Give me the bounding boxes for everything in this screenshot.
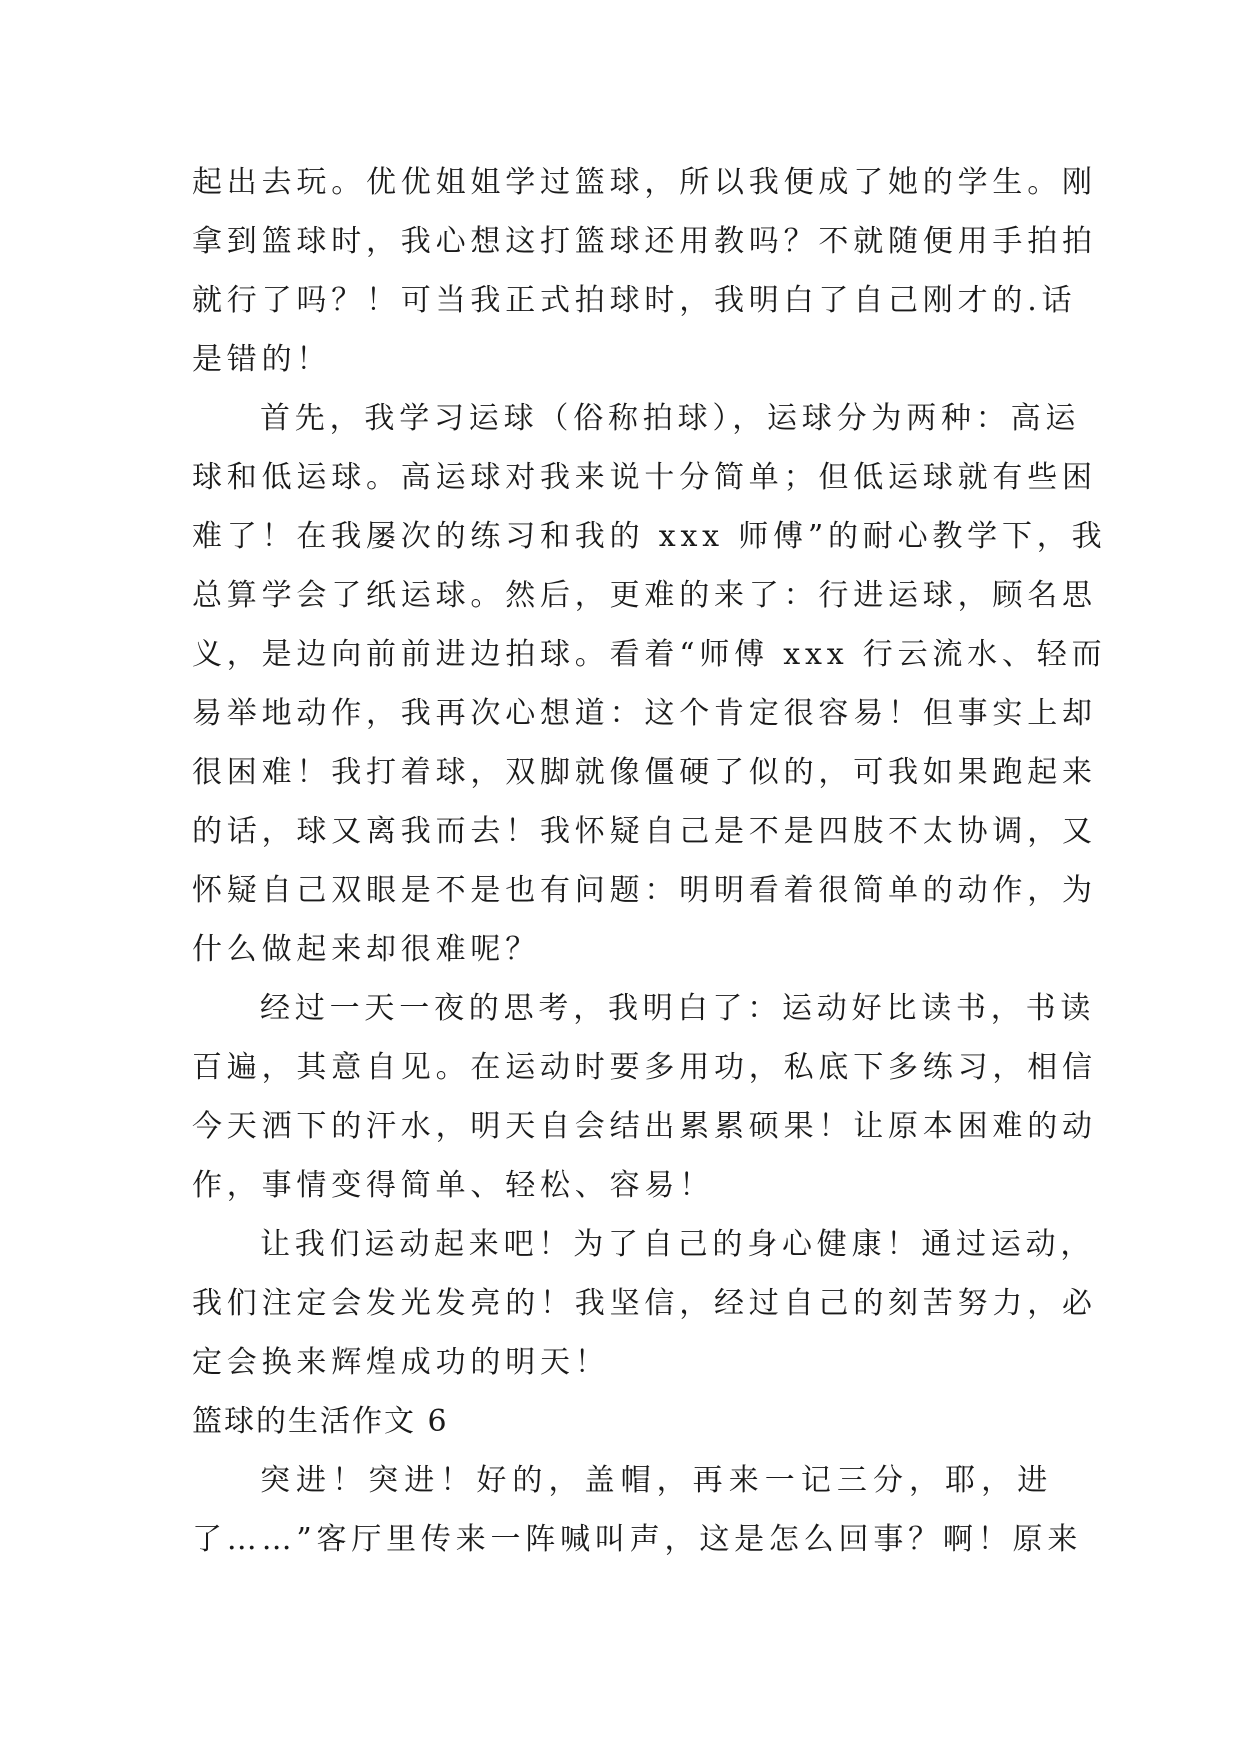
section-heading: 篮球的生活作文 6 <box>192 1404 449 1439</box>
text-line: 难了！在我屡次的练习和我的 xxx 师傅”的耐心教学下，我 <box>192 519 1107 554</box>
text-line: 拿到篮球时，我心想这打篮球还用教吗？不就随便用手拍拍 <box>192 224 1097 259</box>
text-line: 起出去玩。优优姐姐学过篮球，所以我便成了她的学生。刚 <box>192 165 1097 200</box>
text-line: 就行了吗？！可当我正式拍球时，我明白了自己刚才的.话 <box>192 283 1077 318</box>
text-line: 易举地动作，我再次心想道：这个肯定很容易！但事实上却 <box>192 696 1097 731</box>
text-line: 定会换来辉煌成功的明天！ <box>192 1345 610 1380</box>
text-line: 总算学会了纸运球。然后，更难的来了：行进运球，顾名思 <box>192 578 1097 613</box>
text-line: 什么做起来却很难呢？ <box>192 932 540 967</box>
text-line: 很困难！我打着球，双脚就像僵硬了似的，可我如果跑起来 <box>192 755 1097 790</box>
paragraph-first-line: 让我们运动起来吧！为了自己的身心健康！通过运动， <box>260 1227 1096 1262</box>
text-line: 百遍，其意自见。在运动时要多用功，私底下多练习，相信 <box>192 1050 1097 1085</box>
text-line: 球和低运球。高运球对我来说十分简单；但低运球就有些困 <box>192 460 1097 495</box>
text-line: 我们注定会发光发亮的！我坚信，经过自己的刻苦努力，必 <box>192 1286 1097 1321</box>
paragraph-first-line: 突进！突进！好的，盖帽，再来一记三分，耶，进 <box>260 1463 1052 1498</box>
paragraph-first-line: 首先，我学习运球（俗称拍球），运球分为两种：高运 <box>260 401 1081 436</box>
text-line: 作，事情变得简单、轻松、容易！ <box>192 1168 714 1203</box>
document-body <box>192 153 1107 1569</box>
text-line: 今天洒下的汗水，明天自会结出累累硕果！让原本困难的动 <box>192 1109 1097 1144</box>
text-line: 了……”客厅里传来一阵喊叫声，这是怎么回事？啊！原来 <box>192 1522 1083 1557</box>
text-line: 的话，球又离我而去！我怀疑自己是不是四肢不太协调，又 <box>192 814 1097 849</box>
paragraph-first-line: 经过一天一夜的思考，我明白了：运动好比读书，书读 <box>260 991 1096 1026</box>
text-line: 怀疑自己双眼是不是也有问题：明明看着很简单的动作，为 <box>192 873 1097 908</box>
text-line: 是错的！ <box>192 342 332 377</box>
text-line: 义，是边向前前进边拍球。看着“师傅 xxx 行云流水、轻而 <box>192 637 1107 672</box>
